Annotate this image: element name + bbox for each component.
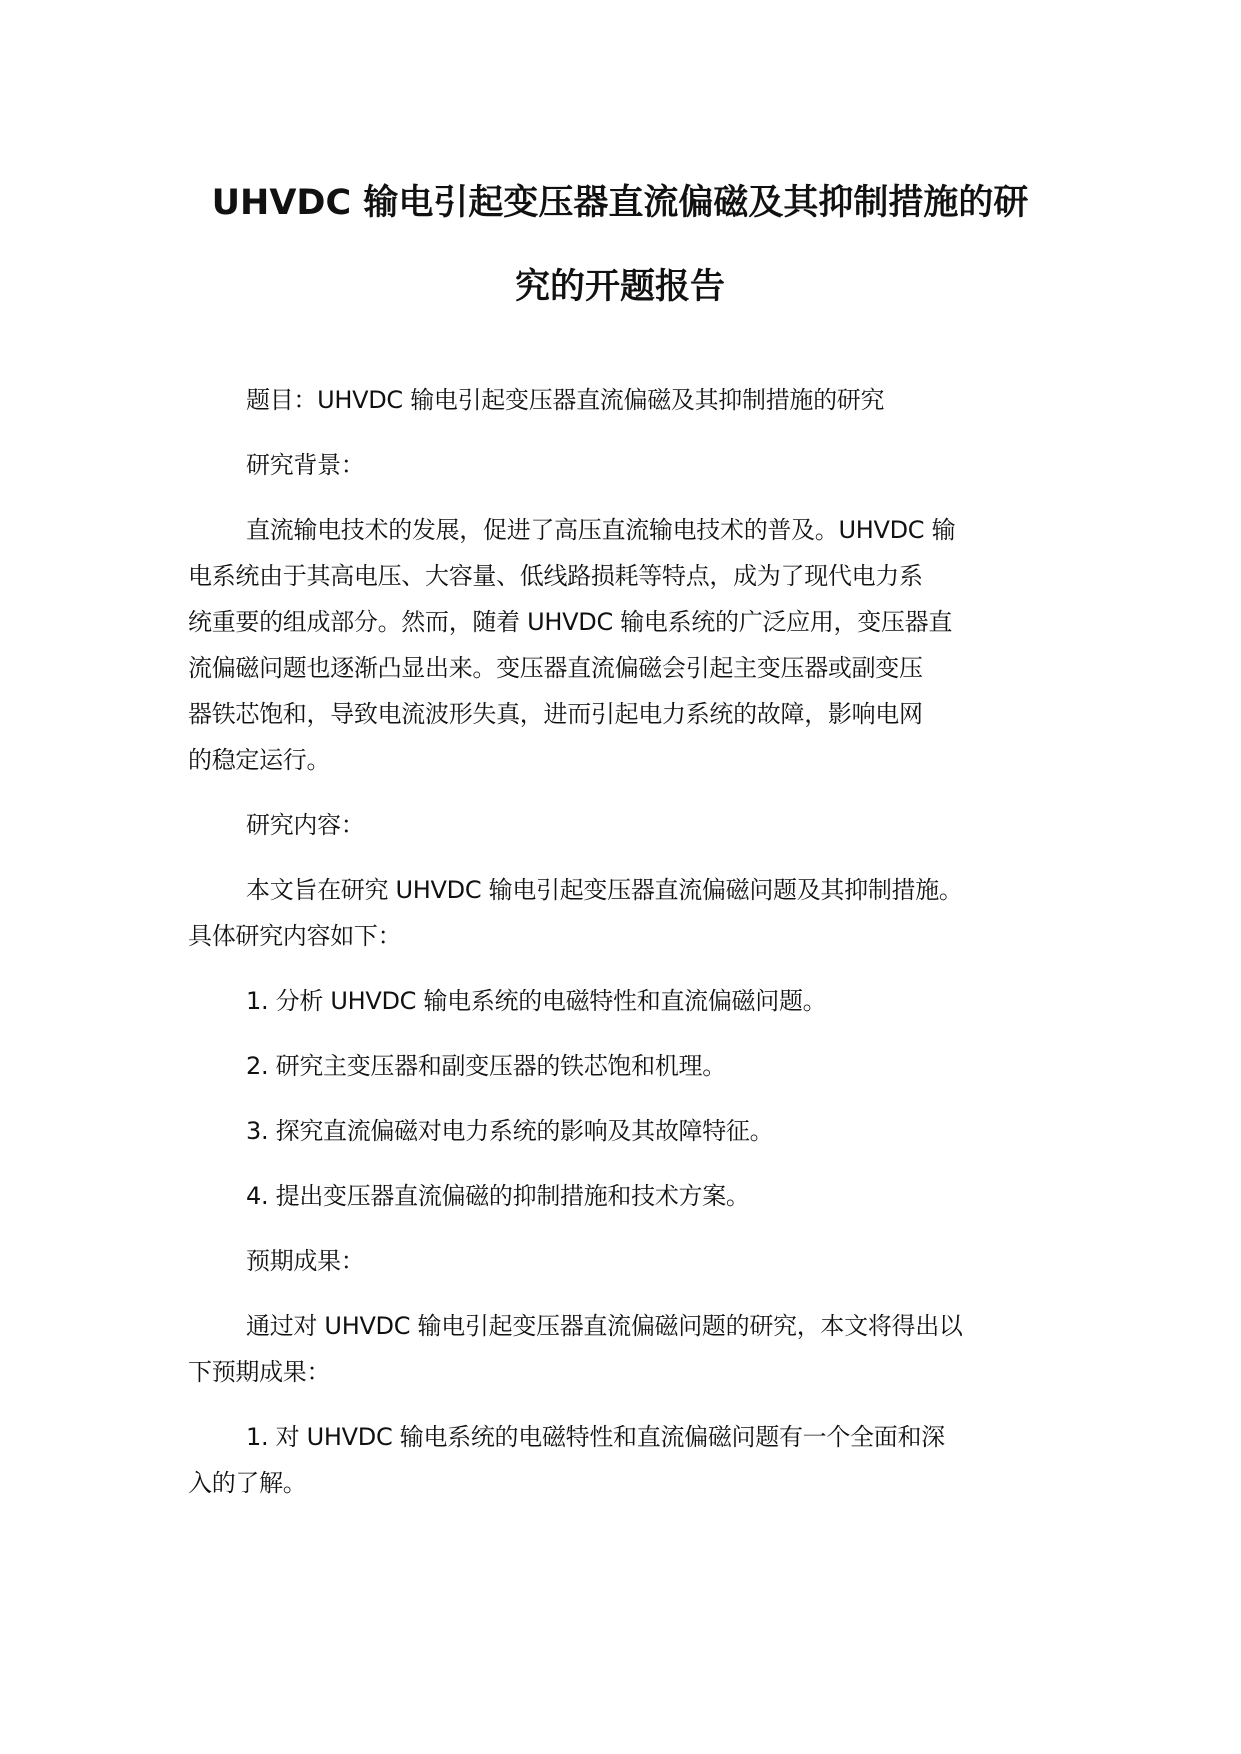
background-line: 器铁芯饱和，导致电流波形失真，进而引起电力系统的故障，影响电网 [188,700,923,728]
document-title-line-2: 究的开题报告 [514,267,725,307]
content-heading: 研究内容： [246,811,365,839]
results-list-item [188,1414,1058,1506]
subject-paragraph: 题目：UHVDC 输电引起变压器直流偏磁及其抑制措施的研究 [246,386,885,414]
results-intro-line: 通过对 UHVDC 输电引起变压器直流偏磁问题的研究，本文将得出以 [246,1312,963,1340]
content-intro-paragraph [188,867,1058,959]
content-intro-line: 本文旨在研究 UHVDC 输电引起变压器直流偏磁问题及其抑制措施。 [246,876,963,904]
results-item-line: 1. 对 UHVDC 输电系统的电磁特性和直流偏磁问题有一个全面和深 [246,1423,945,1451]
background-line: 的稳定运行。 [188,746,331,774]
background-line: 直流输电技术的发展，促进了高压直流输电技术的普及。UHVDC 输 [246,516,956,544]
background-heading: 研究背景： [246,451,365,479]
document-body [188,377,1058,1525]
content-intro-line: 具体研究内容如下： [188,922,402,950]
content-list-item: 1. 分析 UHVDC 输电系统的电磁特性和直流偏磁问题。 [246,987,827,1015]
content-list-item: 2. 研究主变压器和副变压器的铁芯饱和机理。 [246,1052,726,1080]
background-paragraph [188,507,1058,783]
background-line: 统重要的组成部分。然而，随着 UHVDC 输电系统的广泛应用，变压器直 [188,608,953,636]
content-list-item: 4. 提出变压器直流偏磁的抑制措施和技术方案。 [246,1182,750,1210]
results-intro-paragraph [188,1303,1058,1395]
background-line: 电系统由于其高电压、大容量、低线路损耗等特点，成为了现代电力系 [188,562,923,590]
results-item-line: 入的了解。 [188,1469,307,1497]
document-title-line-1: UHVDC 输电引起变压器直流偏磁及其抑制措施的研 [211,183,1029,223]
content-list-item: 3. 探究直流偏磁对电力系统的影响及其故障特征。 [246,1117,774,1145]
results-intro-line: 下预期成果： [188,1358,331,1386]
results-heading: 预期成果： [246,1247,365,1275]
background-line: 流偏磁问题也逐渐凸显出来。变压器直流偏磁会引起主变压器或副变压 [188,654,923,682]
